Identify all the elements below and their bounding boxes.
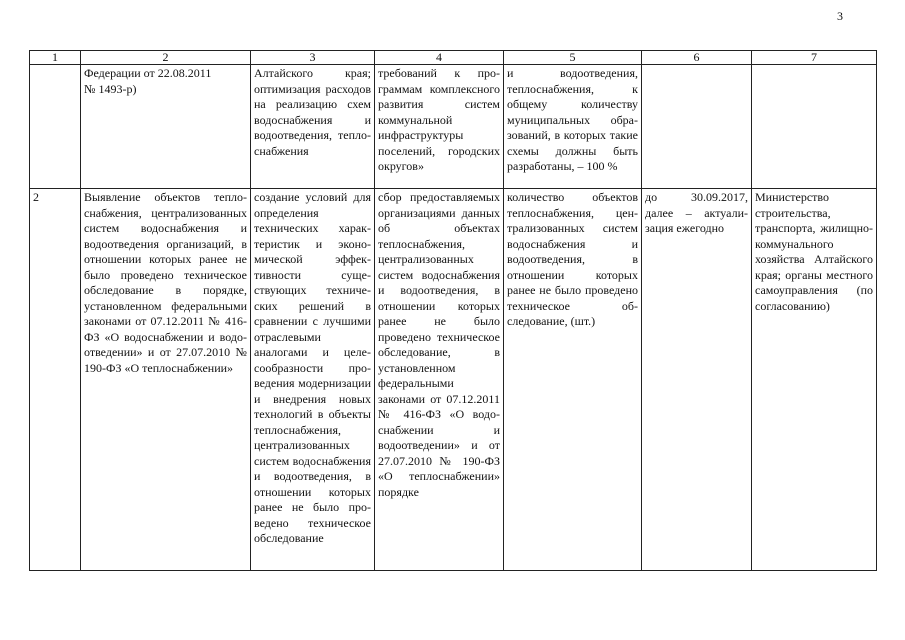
row-number-cell <box>30 189 81 571</box>
legal-basis-text: Федерации от 22.08.2011 № 1493-р) <box>84 66 212 96</box>
column-number-3: 3 <box>251 51 375 65</box>
responsible-cell <box>752 189 877 571</box>
page-number: 3 <box>837 9 843 23</box>
action-cell <box>375 189 504 571</box>
goal-text: Алтайского края; оптимизация расходов на реализацию схем водоснабжения и водоотведения, теплоснабжения <box>254 66 371 158</box>
task-cell <box>81 189 251 571</box>
column-number-row <box>30 51 877 65</box>
indicator-cell <box>504 65 642 189</box>
goal-cell <box>251 65 375 189</box>
action-cell <box>375 65 504 189</box>
goal-cell <box>251 189 375 571</box>
plan-table <box>29 50 877 571</box>
row-number: 2 <box>33 190 39 204</box>
deadline-cell <box>642 65 752 189</box>
table-row <box>30 65 877 189</box>
indicator-text: и водоотведения, теплоснабжения, к общему количеству муниципальных образований, в которых такие схемы должны быть разработаны, – 100 % <box>507 66 638 173</box>
column-number-2: 2 <box>81 51 251 65</box>
column-number-1: 1 <box>30 51 81 65</box>
responsible-cell <box>752 65 877 189</box>
legal-basis-cell <box>81 65 251 189</box>
action-text: сбор предоставляемых организациями данных об объектах теплоснабжения, централизованных систем водоснабжения и водоотведения, в отношении которых ранее не было проведено техническое обследование, в установленном федеральными законами от 07.12.2011 № 416-ФЗ «О водоснабжении и водоотведении» и от 27.07.2010 № 190-ФЗ «О теплоснабжении» порядке <box>378 190 500 499</box>
deadline-cell <box>642 189 752 571</box>
table-row <box>30 189 877 571</box>
responsible-text: Министерство строительства, транспорта, жилищно-коммунального хозяйства Алтайского края; органы местного самоуправления (по согласованию) <box>755 190 873 313</box>
action-text: требований к программам комплексного развития систем коммунальной инфраструктуры поселений, городских округов» <box>378 66 500 173</box>
goal-text: создание условий для определения технических характеристик и экономической эффективности существующих технических решений в сравнении с лучшими отраслевыми аналогами и целесообразности проведения модернизации и внедрения новых технологий в объекты теплоснабжения, централизованных систем водоснабжения и водоотведения, в отношении которых ранее не было проведено техническое обследование <box>254 190 371 545</box>
deadline-text: до 30.09.2017, далее – актуализация ежегодно <box>645 190 748 235</box>
indicator-text: количество объектов теплоснабжения, централизованных систем водоснабжения и водоотведения, в отношении которых ранее не было проведено техническое обследование, (шт.) <box>507 190 638 328</box>
row-number-cell <box>30 65 81 189</box>
column-number-4: 4 <box>375 51 504 65</box>
indicator-cell <box>504 189 642 571</box>
column-number-7: 7 <box>752 51 877 65</box>
column-number-5: 5 <box>504 51 642 65</box>
column-number-6: 6 <box>642 51 752 65</box>
task-text: Выявление объектов теплоснабжения, централизованных систем водоснабжения и водоотведения организаций, в отношении которых ранее не было проведено техническое обследование в порядке, установленном федеральными законами от 07.12.2011 № 416-ФЗ «О водоснабжении и водоотведении» и от 27.07.2010 № 190-ФЗ «О теплоснабжении» <box>84 190 247 375</box>
